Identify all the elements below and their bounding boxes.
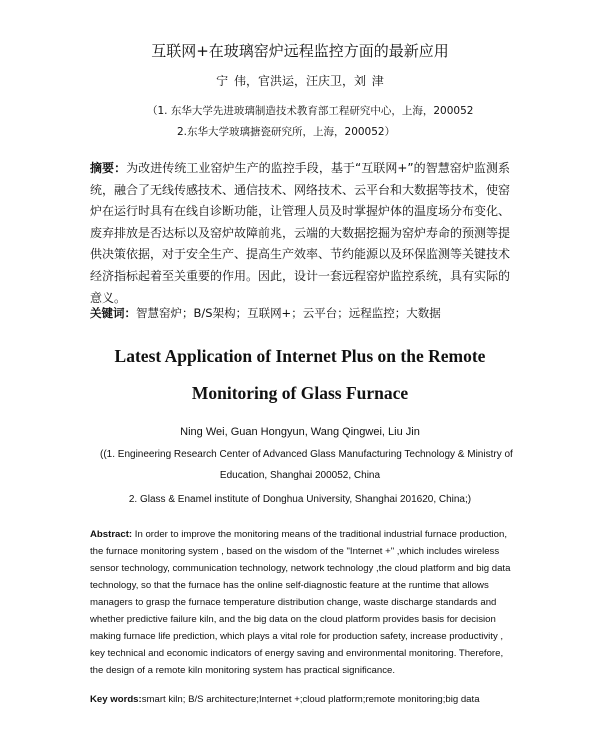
- english-keywords-text: smart kiln; B/S architecture;Internet +;cloud platform;remote monitoring;big data: [141, 694, 480, 705]
- english-keywords-label: Key words:: [90, 694, 142, 705]
- english-affiliation-2: 2. Glass & Enamel institute of Donghua University, Shanghai 201620, China;): [128, 494, 472, 505]
- chinese-affiliation-1: （1. 东华大学先进玻璃制造技术教育部工程研究中心，上海，200052: [147, 105, 474, 117]
- chinese-authors: 宁 伟，官洪运，汪庆卫，刘 津: [216, 74, 384, 88]
- english-abstract-text: In order to improve the monitoring means of the traditional industrial furnace production, the furnace monitoring system , based on the wisdom of the "Internet +" ,which includes wireless sensor technology, communication technology, network technology ,the cloud platform and big data technology, so that the furnace has the online self-diagnostic feature at the runtime that allows managers to grasp the furnace temperature distribution change, waste discharge standards and whether predictive failure kiln, and the big data on the cloud platform provides basis for decision making furnace life prediction, which plays a vital role for production safety, increase productivity , key technical and economic indicators of energy saving and environmental monitoring. Therefore, the design of a remote kiln monitoring system has practical significance.: [90, 529, 511, 676]
- english-affiliation-1b: Education, Shanghai 200052, China: [219, 470, 381, 481]
- english-title-line-1: Latest Application of Internet Plus on the Remote: [114, 346, 486, 366]
- chinese-abstract: [90, 158, 510, 309]
- chinese-keywords: [90, 305, 520, 321]
- chinese-abstract-label: 摘要：: [90, 161, 127, 175]
- chinese-keywords-label: 关键词：: [90, 306, 136, 320]
- chinese-abstract-text: 为改进传统工业窑炉生产的监控手段，基于“互联网+”的智慧窑炉监测系统，融合了无线传感技术、通信技术、网络技术、云平台和大数据等技术，使窑炉在运行时具有在线自诊断功能，让管理人员及时掌握炉体的温度场分布变化、废弃排放是否达标以及窑炉故障前兆，云端的大数据挖掘为窑炉寿命的预测等提供决策依据，对于安全生产、提高生产效率、节约能源以及环保监测等关键技术经济指标起着至关重要的作用。因此，设计一套远程窑炉监控系统，具有实际的意义。: [90, 161, 511, 305]
- english-keywords: [90, 694, 520, 705]
- english-title-line-2: Monitoring of Glass Furnace: [191, 383, 409, 403]
- english-abstract: [90, 526, 518, 679]
- chinese-keywords-text: 智慧窑炉；B/S架构；互联网+；云平台；远程监控；大数据: [136, 306, 441, 320]
- chinese-title: 互联网+在玻璃窑炉远程监控方面的最新应用: [151, 42, 449, 60]
- english-affiliation-1a: ((1. Engineering Research Center of Advanced Glass Manufacturing Technology & Ministry of: [100, 449, 513, 460]
- english-abstract-label: Abstract:: [90, 529, 133, 540]
- chinese-affiliation-2: 2.东华大学玻璃搪瓷研究所，上海，200052）: [177, 126, 396, 138]
- english-authors: Ning Wei, Guan Hongyun, Wang Qingwei, Liu Jin: [180, 426, 420, 438]
